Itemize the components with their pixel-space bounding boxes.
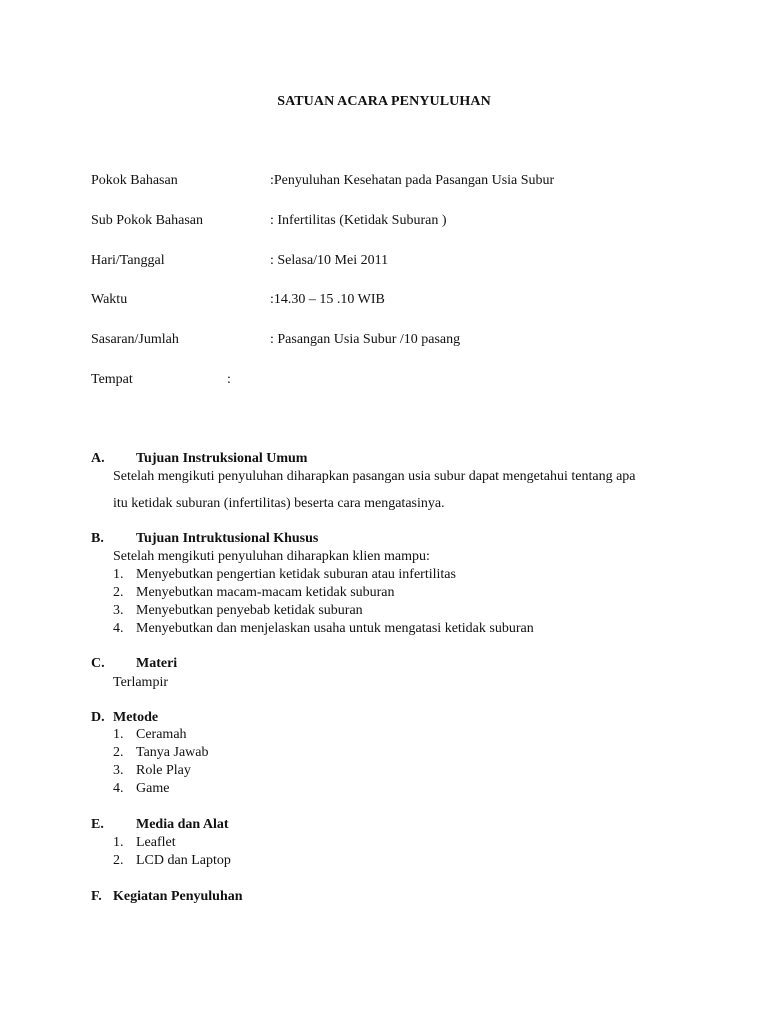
info-label: Hari/Tanggal xyxy=(91,253,165,268)
list-text: Menyebutkan pengertian ketidak suburan atau infertilitas xyxy=(136,567,456,582)
section-title: Materi xyxy=(136,656,178,671)
list-number: 1. xyxy=(113,835,124,850)
section-letter: D. xyxy=(91,710,105,725)
list-text: Tanya Jawab xyxy=(136,745,209,760)
list-number: 3. xyxy=(113,603,124,618)
info-label: Waktu xyxy=(91,292,128,307)
list-text: Menyebutkan penyebab ketidak suburan xyxy=(136,603,363,618)
section-letter: E. xyxy=(91,817,104,832)
section-c-text: Terlampir xyxy=(113,675,168,690)
info-value: : Infertilitas (Ketidak Suburan ) xyxy=(270,213,447,228)
section-b-intro: Setelah mengikuti penyuluhan diharapkan klien mampu: xyxy=(113,549,430,564)
list-number: 4. xyxy=(113,621,124,636)
info-value: :14.30 – 15 .10 WIB xyxy=(270,292,385,307)
section-title: Metode xyxy=(113,710,159,725)
section-title: Media dan Alat xyxy=(136,817,229,832)
section-a-line-1: Setelah mengikuti penyuluhan diharapkan pasangan usia subur dapat mengetahui tentang apa xyxy=(113,469,636,484)
info-label: Pokok Bahasan xyxy=(91,173,178,188)
info-value: : Pasangan Usia Subur /10 pasang xyxy=(270,332,461,347)
info-label: Tempat xyxy=(91,372,133,387)
info-value: : Selasa/10 Mei 2011 xyxy=(270,253,389,268)
section-letter: B. xyxy=(91,531,104,546)
info-value: :Penyuluhan Kesehatan pada Pasangan Usia Subur xyxy=(270,173,555,188)
list-text: Menyebutkan dan menjelaskan usaha untuk mengatasi ketidak suburan xyxy=(136,621,534,636)
list-number: 1. xyxy=(113,567,124,582)
info-label: Sub Pokok Bahasan xyxy=(91,213,203,228)
info-label: Sasaran/Jumlah xyxy=(91,332,179,347)
section-letter: A. xyxy=(91,451,105,466)
list-number: 2. xyxy=(113,853,124,868)
list-text: Leaflet xyxy=(136,835,176,850)
list-text: Menyebutkan macam-macam ketidak suburan xyxy=(136,585,395,600)
section-title: Tujuan Intruktusional Khusus xyxy=(136,531,319,546)
list-number: 2. xyxy=(113,585,124,600)
list-text: Role Play xyxy=(136,763,191,778)
list-text: Game xyxy=(136,781,170,796)
list-text: LCD dan Laptop xyxy=(136,853,231,868)
section-letter: F. xyxy=(91,889,102,904)
document-title: SATUAN ACARA PENYULUHAN xyxy=(277,94,491,109)
list-number: 2. xyxy=(113,745,124,760)
list-number: 4. xyxy=(113,781,124,796)
section-letter: C. xyxy=(91,656,105,671)
section-a-line-2: itu ketidak suburan (infertilitas) beserta cara mengatasinya. xyxy=(113,496,445,511)
list-number: 3. xyxy=(113,763,124,778)
section-title: Kegiatan Penyuluhan xyxy=(113,889,243,904)
list-text: Ceramah xyxy=(136,727,187,742)
section-title: Tujuan Instruksional Umum xyxy=(136,451,308,466)
info-value: : xyxy=(227,372,231,387)
list-number: 1. xyxy=(113,727,124,742)
